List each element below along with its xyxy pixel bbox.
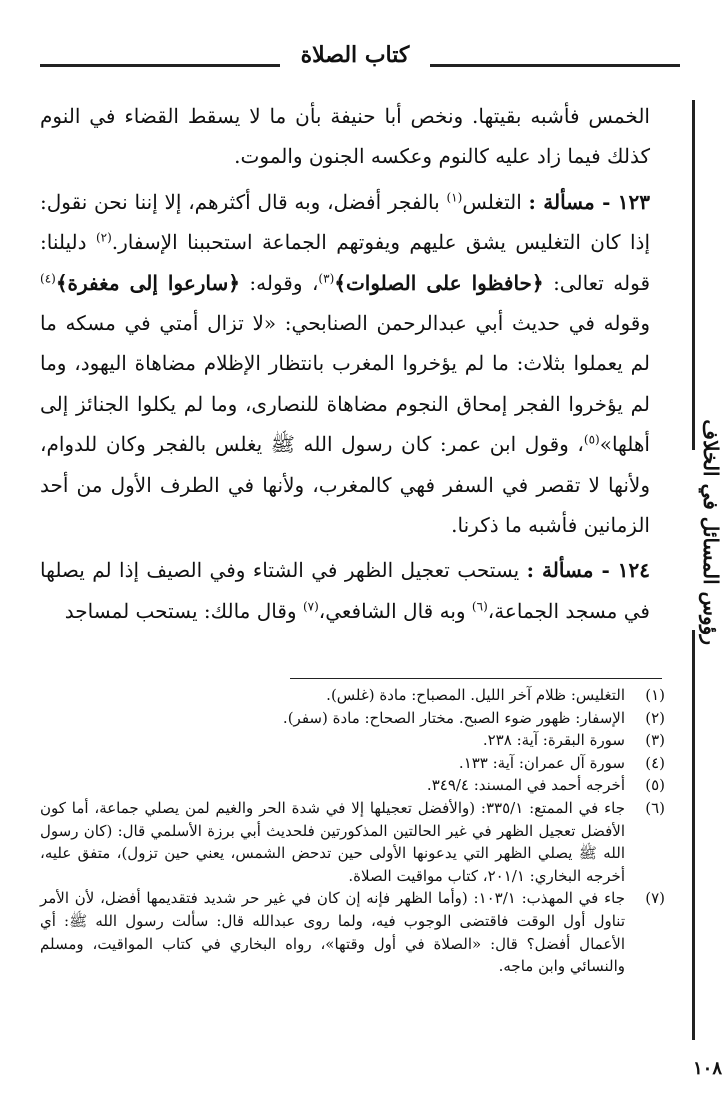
footnote-text: أخرجه أحمد في المسند: ٣٤٩/٤.: [426, 776, 625, 795]
footnote: [40, 707, 665, 730]
footnote: [40, 774, 665, 797]
text: دليلنا: قوله تعالى:: [40, 230, 651, 295]
footnote: [40, 684, 665, 707]
text: ، وقول ابن عمر: كان رسول الله ﷺ يغلس بالفجر وكان للدوام، ولأنها لا تقصر في السفر فهي كالمغرب، ولأنها في الطرف الأول من أحد الزمانين فأشبه ما ذكرنا.: [40, 432, 650, 538]
footnote-ref-5[interactable]: (٥): [583, 432, 600, 447]
quran-quote-1: ﴿حافظوا على الصلوات﴾: [334, 270, 544, 295]
footnote-separator: [290, 678, 662, 679]
issue-123-label: ١٢٣ - مسألة :: [528, 189, 650, 214]
side-rule-bottom: [692, 630, 695, 1040]
main-text: [40, 96, 650, 631]
footnote-ref-7[interactable]: (٧): [302, 599, 319, 614]
quran-quote-2: ﴿سارعوا إلى مغفرة﴾: [55, 270, 240, 295]
page-header-title: كتاب الصلاة: [300, 42, 410, 68]
text: وقوله في حديث أبي عبدالرحمن الصنابحي: «لا تزال أمتي في مسكه ما لم يعملوا بثلاث: ما لم يؤخروا المغرب بانتظار الإظلام مضاهاة اليهود، وما لم يؤخروا الفجر إمحاق النجوم مضاهاة للنصارى، وما لم يكلوا الجنائز إلى أهلها»: [40, 311, 650, 457]
text: بالفجر أفضل، وبه قال أكثرهم، إلا إننا نحن نقول: إذا كان التغليس يشق عليهم ويفوتهم الجماعة استحببنا الإسفار.: [40, 189, 650, 255]
footnote-number: (٢): [645, 708, 665, 727]
footnote-text: جاء في المهذب: ١٠٣/١: (وأما الظهر فإنه إن كان في غير حر شديد فتقديمها أفضل، لأن الأمر تناول أول الوقت فاقتضى الوجوب فيه، ولما روى عبدالله قال: سألت رسول الله ﷺ: أي الأعمال أفضل؟ قال: «الصلاة في أول وقتها»، رواه البخاري في كتاب المواقيت، ومسلم والنسائي وابن ماجه.: [40, 889, 625, 976]
side-rule-top: [692, 100, 695, 450]
footnotes: [40, 684, 665, 978]
footnote: [40, 887, 665, 977]
footnote-ref-1[interactable]: (١): [446, 190, 463, 205]
page-number: ١٠٨: [692, 1058, 722, 1079]
footnote-number: (٣): [645, 731, 665, 750]
footnote-text: سورة آل عمران: آية: ١٣٣.: [458, 753, 625, 772]
text: وبه قال الشافعي،: [318, 598, 466, 623]
footnote-number: (٥): [645, 776, 665, 795]
footnote: [40, 729, 665, 752]
text: ، وقوله:: [249, 270, 319, 295]
issue-123: [40, 182, 650, 546]
running-side-title: رؤوس المسائل في الخلاف: [699, 419, 723, 645]
paragraph-continuation: الخمس فأشبه بقيتها. ونخص أبا حنيفة بأن ما لا يسقط القضاء في النوم كذلك فيما زاد عليه كالنوم وعكسه الجنون والموت.: [40, 104, 650, 169]
footnote-number: (١): [645, 686, 665, 704]
footnote-ref-4[interactable]: (٤): [40, 270, 56, 285]
text: وقال مالك: يستحب لمساجد: [64, 598, 297, 623]
footnote-text: جاء في الممتع: ٣٣٥/١: (والأفضل تعجيلها إلا في شدة الحر والغيم لمن يصلي جماعة، أما كون الأفضل تعجيل الظهر في غير الحالتين المذكورتين فلحديث أبي برزة الأسلمي قال: (كان رسول الله ﷺ يصلي الظهر التي يدعونها الأولى حين تدحض الشمس، يعني حين تزول)، متفق عليه، أخرجه البخاري: ٢٠١/١، كتاب مواقيت الصلاة.: [40, 798, 625, 885]
footnote-number: (٧): [645, 889, 665, 908]
text: يستحب تعجيل الظهر في الشتاء وفي الصيف إذا لم يصلها في مسجد الجماعة،: [40, 558, 650, 623]
footnote-ref-6[interactable]: (٦): [471, 599, 488, 614]
footnote-text: التغليس: ظلام آخر الليل. المصباح: مادة (غلس).: [326, 686, 625, 704]
footnote-ref-2[interactable]: (٢): [95, 230, 112, 245]
text: التغلس: [462, 189, 522, 214]
footnote: [40, 752, 665, 775]
header-rule-right: [430, 64, 680, 67]
issue-124: [40, 550, 650, 631]
header-rule-left: [40, 64, 280, 67]
footnote-text: سورة البقرة: آية: ٢٣٨.: [482, 731, 625, 750]
footnote-number: (٦): [645, 798, 665, 817]
footnote-text: الإسفار: ظهور ضوء الصبح. مختار الصحاح: مادة (سفر).: [282, 708, 625, 727]
footnote: [40, 797, 665, 887]
issue-124-label: ١٢٤ - مسألة :: [526, 558, 650, 583]
footnote-number: (٤): [645, 753, 665, 772]
footnote-ref-3[interactable]: (٣): [318, 270, 335, 285]
